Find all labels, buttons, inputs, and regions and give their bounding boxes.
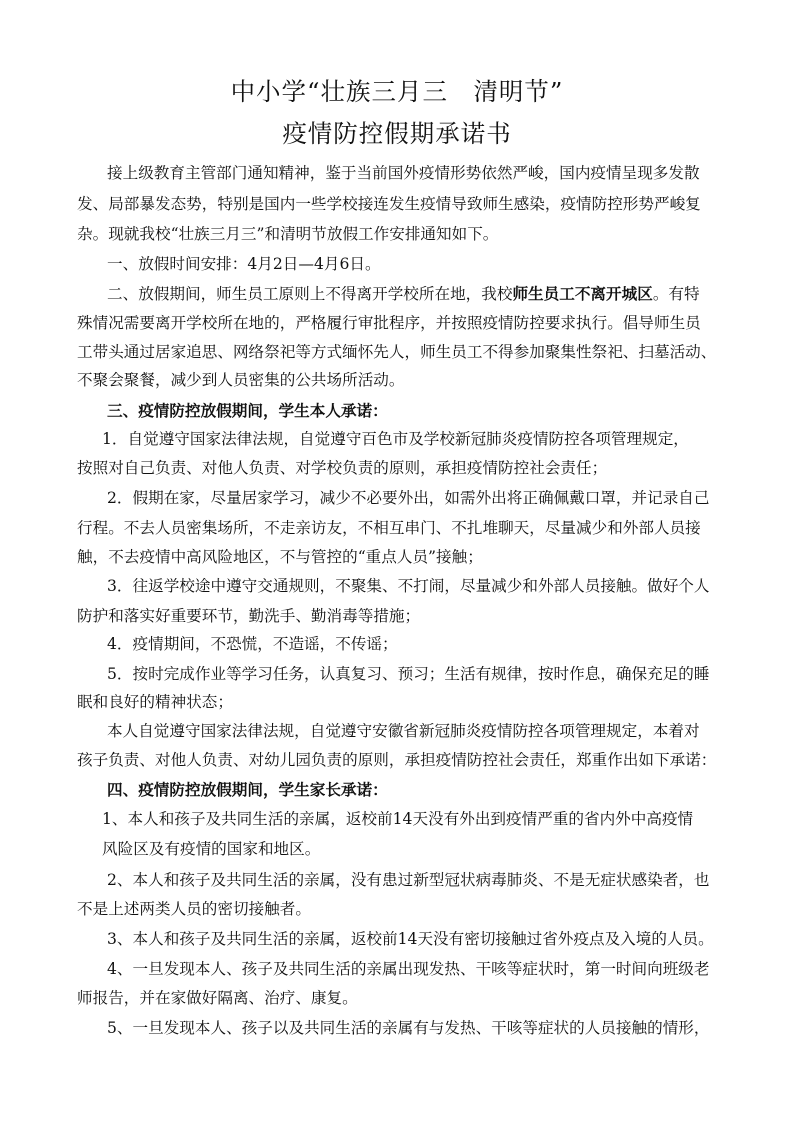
section-3-item-5-line-2: 眠和良好的精神状态； [77,693,233,711]
document-title-line-1: 中小学“壮族三月三 清明节” [230,77,564,106]
parent-intro-line-1: 本人自觉遵守国家法律法规，自觉遵守安徽省新冠肺炎疫情防控各项管理规定，本着对 [107,722,700,740]
document-title-line-2: 疫情防控假期承诺书 [282,119,512,148]
section-2-line-2: 殊情况需要离开学校所在地的，严格履行审批程序，并按照疫情防控要求执行。倡导师生员 [77,314,701,332]
section-2-line-4: 不聚会聚餐，减少到人员密集的公共场所活动。 [77,371,405,389]
section-3-heading: 三、疫情防控放假期间，学生本人承诺： [107,401,388,420]
section-4-item-4-line-2: 师报告，并在家做好隔离、治疗、康复。 [77,989,358,1007]
section-3-item-2-line-1: 2．假期在家，尽量居家学习，减少不必要外出，如需外出将正确佩戴口罩，并记录自己 [107,489,710,507]
parent-intro-line-2: 孩子负责、对他人负责、对幼儿园负责的原则，承担疫情防控社会责任，郑重作出如下承诺： [77,751,717,769]
section-3-item-2-line-2: 行程。不去人员密集场所，不走亲访友，不相互串门、不扎堆聊天，尽量减少和外部人员接 [77,519,701,537]
section-2-line-1-a: 二、放假期间，师生员工原则上不得离开学校所在地，我校 [107,285,513,303]
section-3-item-5-line-1: 5．按时完成作业等学习任务，认真复习、预习；生活有规律，按时作息，确保充足的睡 [107,665,710,683]
section-3-item-3-line-1: 3．往返学校途中遵守交通规则，不聚集、不打闹，尽量减少和外部人员接触。做好个人 [107,577,710,595]
section-2-line-1 [107,284,700,304]
section-4-item-2-line-1: 2、本人和孩子及共同生活的亲属，没有患过新型冠状病毒肺炎、不是无症状感染者，也 [107,871,710,889]
section-2-emphasis: 师生员工不离开城区 [512,284,653,303]
section-4-item-4-line-1: 4、一旦发现本人、孩子及共同生活的亲属出现发热、干咳等症状时，第一时间向班级老 [107,960,710,978]
section-3-item-3-line-2: 防护和落实好重要环节，勤洗手、勤消毒等措施； [77,607,421,625]
intro-line-2: 发、局部暴发态势，特别是国内一些学校接连发生疫情导致师生感染，疫情防控形势严峻复 [77,195,701,213]
section-4-item-5-line-1: 5、一旦发现本人、孩子以及共同生活的亲属有与发热、干咳等症状的人员接触的情形， [107,1019,710,1037]
section-4-item-1-line-1: 1、本人和孩子及共同生活的亲属，返校前14天没有外出到疫情严重的省内外中高疫情 [102,810,694,828]
section-3-item-2-line-3: 触，不去疫情中高风险地区，不与管控的“重点人员”接触； [77,548,483,566]
section-4-heading: 四、疫情防控放假期间，学生家长承诺： [107,780,388,799]
intro-line-3: 杂。现就我校“壮族三月三”和清明节放假工作安排通知如下。 [77,225,499,243]
section-4-item-2-line-2: 不是上述两类人员的密切接触者。 [77,900,311,918]
section-4-item-3: 3、本人和孩子及共同生活的亲属，返校前14天没有密切接触过省外疫点及入境的人员。 [107,930,714,948]
section-3-item-4: 4．疫情期间，不恐慌，不造谣，不传谣； [107,635,398,653]
section-1-text: 一、放假时间安排：4月2日—4月6日。 [107,255,381,273]
section-3-item-1-line-2: 按照对自己负责、对他人负责、对学校负责的原则，承担疫情防控社会责任； [77,459,608,477]
section-2-line-3: 工带头通过居家追思、网络祭祀等方式缅怀先人，师生员工不得参加聚集性祭祀、扫墓活动、 [77,343,717,361]
section-2-line-1-b: 。有特 [652,285,700,303]
section-3-item-1-line-1: 1．自觉遵守国家法律法规，自觉遵守百色市及学校新冠肺炎疫情防控各项管理规定， [102,430,689,448]
intro-line-1: 接上级教育主管部门通知精神，鉴于当前国外疫情形势依然严峻，国内疫情呈现多发散 [107,164,700,182]
section-4-item-1-line-2: 风险区及有疫情的国家和地区。 [102,840,321,858]
